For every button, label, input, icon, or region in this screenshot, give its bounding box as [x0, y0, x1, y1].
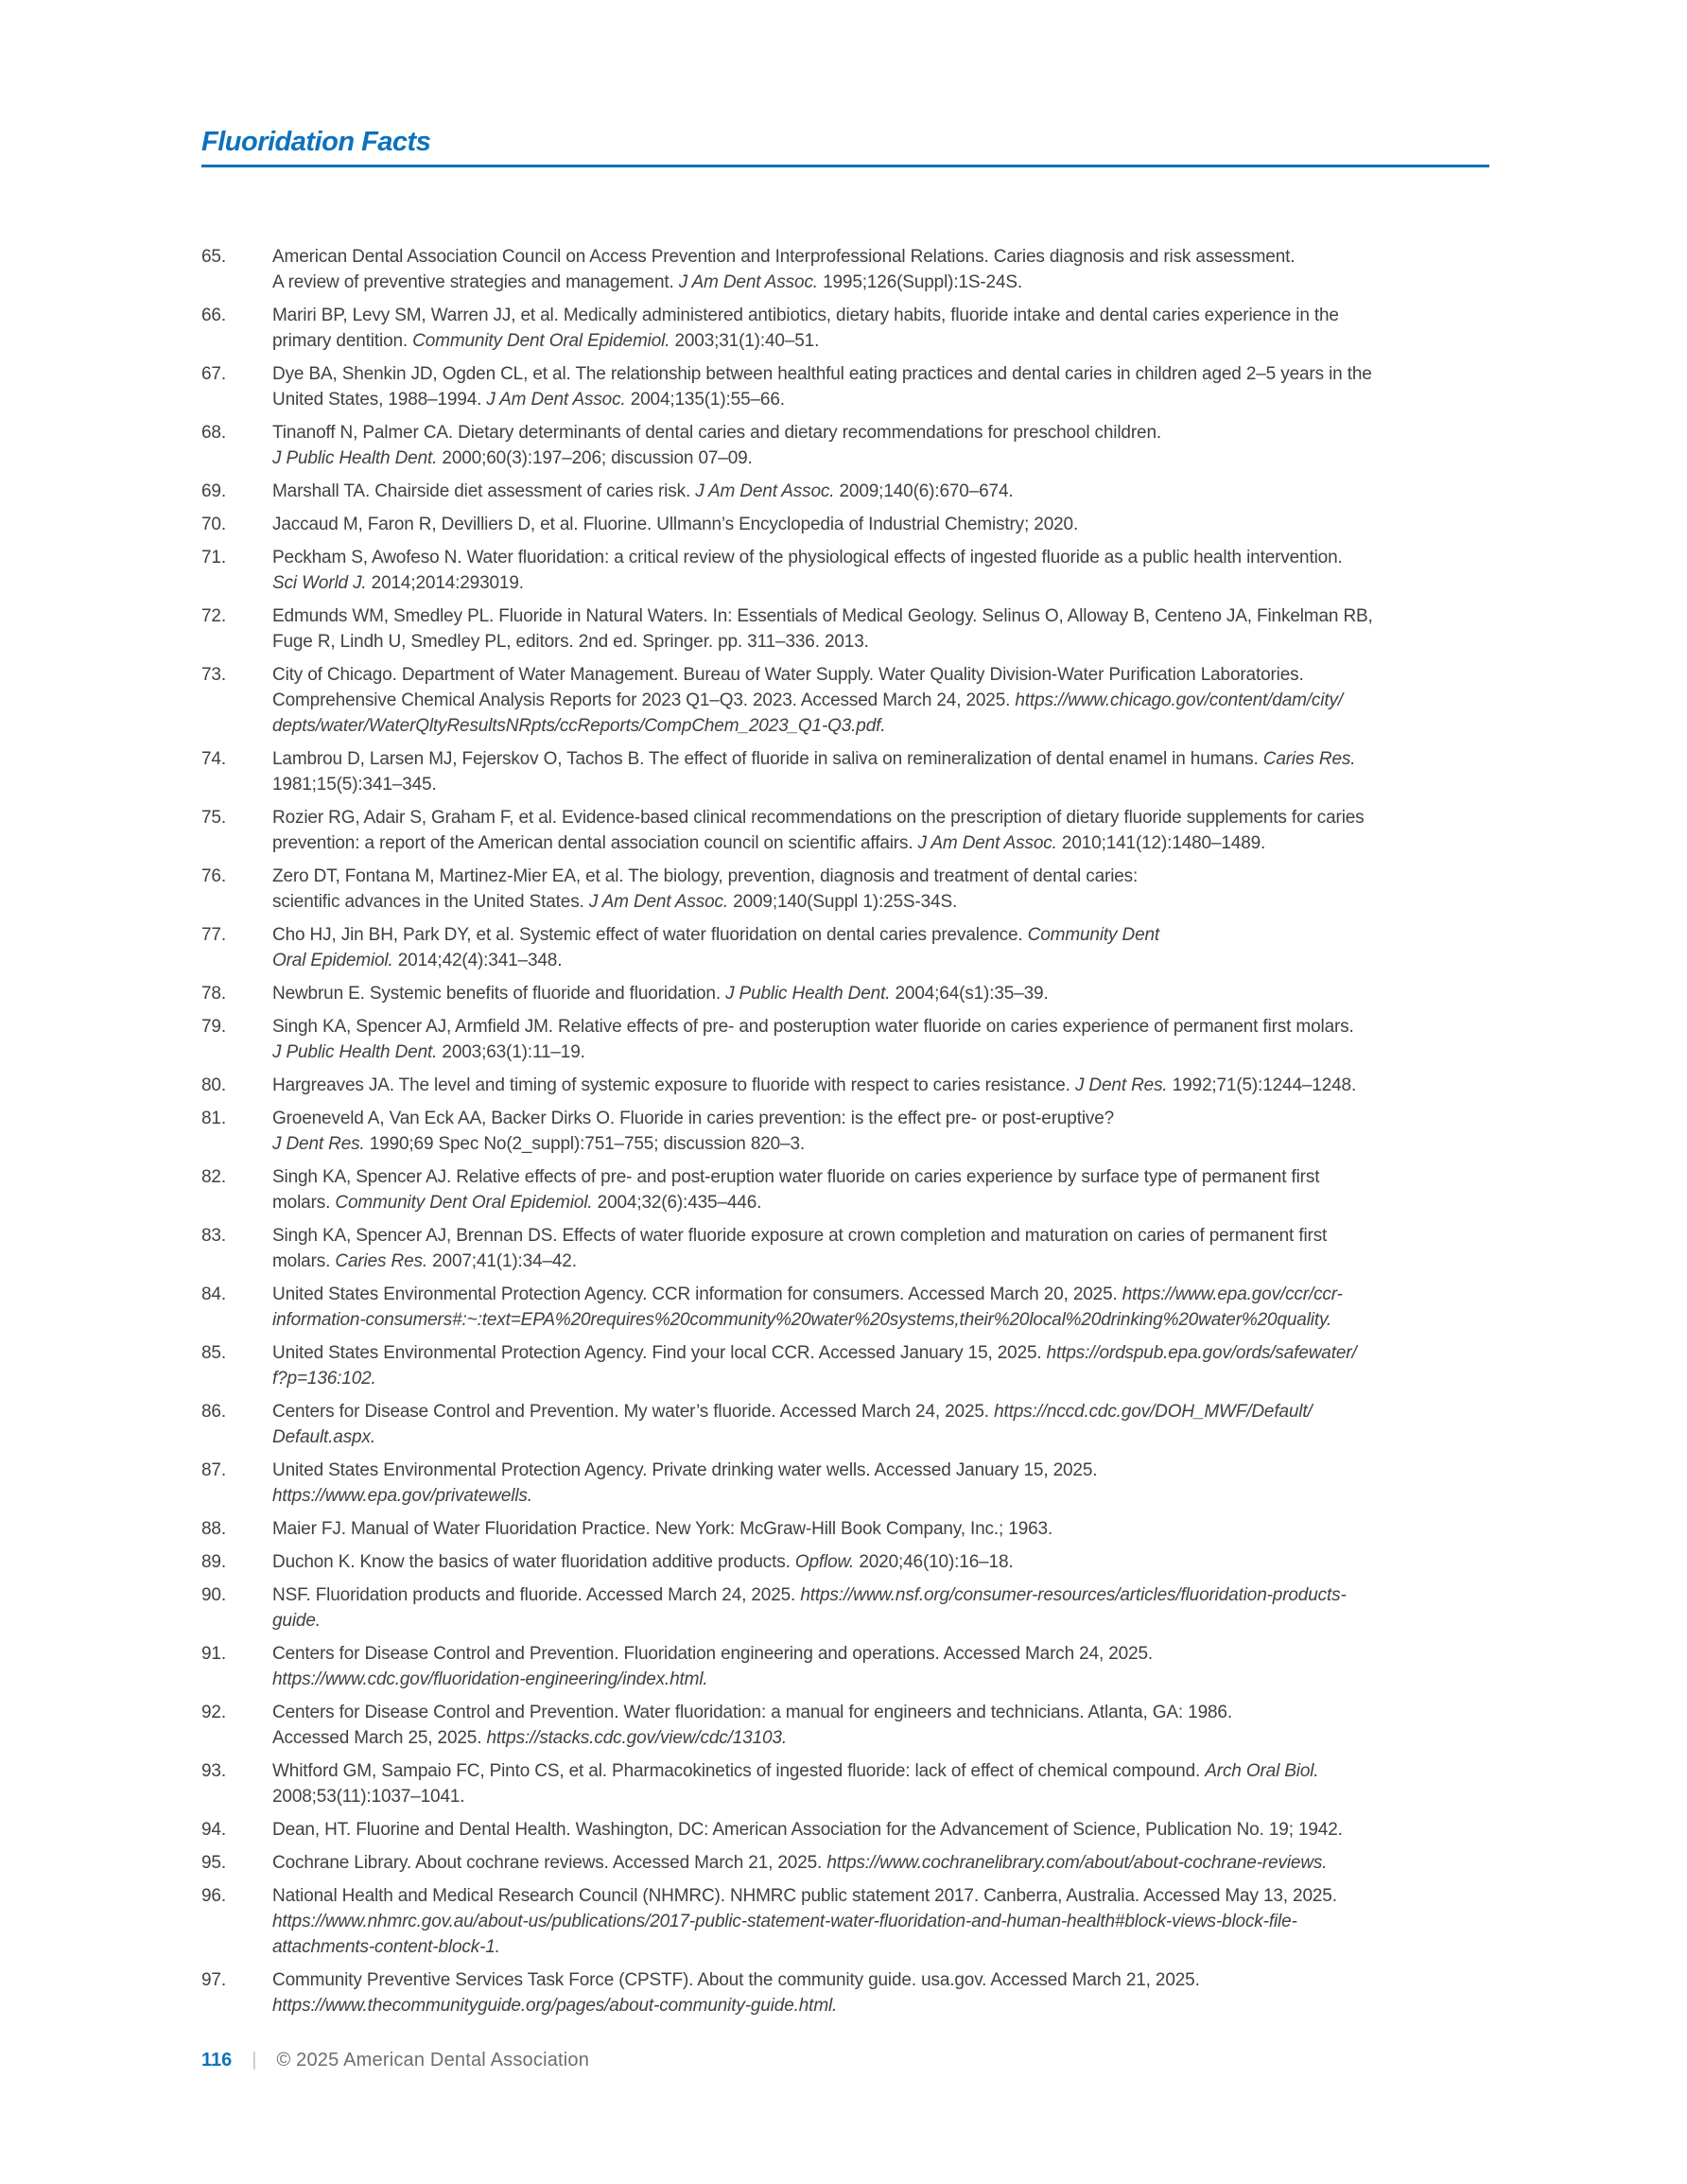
reference-text	[272, 1549, 1489, 1575]
reference-item	[201, 545, 1489, 596]
reference-italic-segment: J Am Dent Assoc.	[588, 892, 729, 912]
reference-italic-segment: J Am Dent Assoc.	[678, 272, 818, 292]
reference-plain-segment: Cochrane Library. About cochrane reviews. Accessed March 21, 2025.	[272, 1853, 827, 1873]
reference-plain-segment: Lambrou D, Larsen MJ, Fejerskov O, Tachos B. The effect of fluoride in saliva on remineralization of dental enamel in humans.	[272, 749, 1263, 769]
reference-italic-segment: https://www.nhmrc.gov.au/about-us/publications/2017-public-statement-water-fluoridation-and-human-health#block-views-block-file-	[272, 1912, 1297, 1931]
reference-plain-segment: Centers for Disease Control and Prevention. Water fluoridation: a manual for engineers and technicians. Atlanta, GA: 1986.	[272, 1703, 1232, 1722]
reference-line	[272, 479, 1489, 504]
reference-plain-segment: A review of preventive strategies and management.	[272, 272, 679, 292]
reference-plain-segment: Singh KA, Spencer AJ, Brennan DS. Effects of water fluoride exposure at crown completion and maturation on caries of permanent first	[272, 1226, 1328, 1246]
reference-line	[272, 1608, 1489, 1634]
reference-italic-segment: depts/water/WaterQltyResultsNRpts/ccReports/CompChem_2023_Q1-Q3.pdf.	[272, 716, 886, 736]
reference-plain-segment: Dye BA, Shenkin JD, Ogden CL, et al. The relationship between healthful eating practices and dental caries in children aged 2–5 years in the	[272, 364, 1372, 384]
reference-line	[272, 713, 1489, 739]
reference-text	[272, 303, 1489, 354]
reference-number: 83.	[201, 1226, 226, 1246]
reference-line	[272, 1190, 1489, 1215]
reference-line	[272, 1307, 1489, 1333]
reference-italic-segment: Community Dent	[1027, 925, 1160, 945]
reference-number: 68.	[201, 423, 226, 443]
reference-text	[272, 1582, 1489, 1634]
reference-plain-segment: Dean, HT. Fluorine and Dental Health. Washington, DC: American Association for the Advancement of Science, Publication No. 19; 1942.	[272, 1820, 1343, 1840]
reference-plain-segment: 2014;2014:293019.	[366, 573, 524, 593]
reference-line	[272, 244, 1489, 270]
reference-plain-segment: 2004;64(s1):35–39.	[890, 984, 1049, 1004]
reference-number: 74.	[201, 749, 226, 769]
reference-italic-segment: J Dent Res.	[1074, 1075, 1168, 1095]
reference-italic-segment: J Am Dent Assoc.	[917, 833, 1057, 853]
reference-number: 91.	[201, 1644, 226, 1664]
reference-plain-segment: Maier FJ. Manual of Water Fluoridation Practice. New York: McGraw-Hill Book Company, Inc.; 1963.	[272, 1519, 1053, 1539]
reference-italic-segment: Opflow.	[794, 1552, 855, 1572]
reference-number: 65.	[201, 247, 226, 267]
reference-plain-segment: Rozier RG, Adair S, Graham F, et al. Evidence-based clinical recommendations on the prescription of dietary fluoride supplements for caries	[272, 808, 1365, 828]
reference-item	[201, 805, 1489, 856]
reference-italic-segment: Caries Res.	[335, 1251, 427, 1271]
reference-text	[272, 1641, 1489, 1692]
reference-item	[201, 1850, 1489, 1876]
reference-plain-segment: molars.	[272, 1193, 336, 1213]
reference-text	[272, 922, 1489, 973]
reference-number: 81.	[201, 1109, 226, 1128]
reference-italic-segment: J Public Health Dent.	[272, 1042, 438, 1062]
reference-number: 75.	[201, 808, 226, 828]
reference-number: 95.	[201, 1853, 226, 1873]
reference-plain-segment: 2020;46(10):16–18.	[854, 1552, 1014, 1572]
reference-text	[272, 1758, 1489, 1809]
reference-text	[272, 244, 1489, 295]
reference-italic-segment: Arch Oral Biol.	[1205, 1761, 1319, 1781]
reference-line	[272, 361, 1489, 387]
reference-plain-segment: 2000;60(3):197–206; discussion 07–09.	[437, 448, 753, 468]
reference-line	[272, 1249, 1489, 1274]
reference-line	[272, 772, 1489, 797]
reference-plain-segment: 2004;135(1):55–66.	[625, 390, 785, 410]
reference-plain-segment: Whitford GM, Sampaio FC, Pinto CS, et al. Pharmacokinetics of ingested fluoride: lack of effect of chemical compound.	[272, 1761, 1206, 1781]
reference-text	[272, 864, 1489, 915]
reference-number: 73.	[201, 665, 226, 685]
reference-item	[201, 303, 1489, 354]
reference-item	[201, 1340, 1489, 1391]
reference-line	[272, 1784, 1489, 1809]
reference-number: 77.	[201, 925, 226, 945]
reference-italic-segment: https://ordspub.epa.gov/ords/safewater/	[1046, 1343, 1357, 1363]
reference-line	[272, 603, 1489, 629]
reference-number: 85.	[201, 1343, 226, 1363]
reference-text	[272, 1106, 1489, 1157]
reference-item	[201, 1700, 1489, 1751]
reference-text	[272, 1967, 1489, 2018]
reference-line	[272, 1758, 1489, 1784]
reference-line	[272, 270, 1489, 295]
reference-line	[272, 545, 1489, 570]
reference-number: 97.	[201, 1970, 226, 1990]
page-title: Fluoridation Facts	[201, 127, 431, 157]
reference-number: 66.	[201, 306, 226, 325]
reference-plain-segment: United States Environmental Protection Agency. Find your local CCR. Accessed January 15, 2025.	[272, 1343, 1047, 1363]
reference-item	[201, 1516, 1489, 1542]
reference-italic-segment: Caries Res.	[1262, 749, 1356, 769]
reference-line	[272, 981, 1489, 1006]
reference-item	[201, 1549, 1489, 1575]
reference-item	[201, 479, 1489, 504]
reference-plain-segment: Groeneveld A, Van Eck AA, Backer Dirks O. Fluoride in caries prevention: is the effect pre- or post-eruptive?	[272, 1109, 1115, 1128]
reference-number: 93.	[201, 1761, 226, 1781]
reference-line	[272, 1106, 1489, 1131]
reference-plain-segment: Singh KA, Spencer AJ, Armfield JM. Relative effects of pre- and posteruption water fluoride on caries experience of permanent first molars.	[272, 1017, 1354, 1037]
reference-plain-segment: United States Environmental Protection Agency. CCR information for consumers. Accessed March 20, 2025.	[272, 1284, 1122, 1304]
reference-italic-segment: Default.aspx.	[272, 1427, 375, 1447]
reference-plain-segment: Comprehensive Chemical Analysis Reports for 2023 Q1–Q3. 2023. Accessed March 24, 2025.	[272, 690, 1016, 710]
reference-line	[272, 1909, 1489, 1934]
reference-item	[201, 1967, 1489, 2018]
reference-line	[272, 420, 1489, 446]
reference-line	[272, 303, 1489, 328]
reference-number: 89.	[201, 1552, 226, 1572]
reference-line	[272, 570, 1489, 596]
reference-number: 94.	[201, 1820, 226, 1840]
reference-plain-segment: Duchon K. Know the basics of water fluoridation additive products.	[272, 1552, 795, 1572]
reference-italic-segment: https://www.thecommunityguide.org/pages/about-community-guide.html.	[272, 1996, 838, 2016]
reference-plain-segment: Marshall TA. Chairside diet assessment of caries risk.	[272, 481, 696, 501]
reference-number: 82.	[201, 1167, 226, 1187]
reference-line	[272, 1993, 1489, 2018]
reference-text	[272, 662, 1489, 739]
reference-plain-segment: Fuge R, Lindh U, Smedley PL, editors. 2nd ed. Springer. pp. 311–336. 2013.	[272, 632, 869, 652]
reference-item	[201, 1164, 1489, 1215]
reference-italic-segment: information-consumers#:~:text=EPA%20requires%20community%20water%20systems,their%20local%20drinking%20water%20quality.	[272, 1310, 1332, 1330]
reference-number: 80.	[201, 1075, 226, 1095]
reference-number: 69.	[201, 481, 226, 501]
reference-number: 92.	[201, 1703, 226, 1722]
reference-number: 87.	[201, 1460, 226, 1480]
reference-line	[272, 1483, 1489, 1509]
footer-copyright: © 2025 American Dental Association	[276, 2050, 590, 2070]
reference-plain-segment: 1995;126(Suppl):1S-24S.	[817, 272, 1023, 292]
reference-line	[272, 1641, 1489, 1667]
reference-line	[272, 805, 1489, 830]
reference-line	[272, 1366, 1489, 1391]
reference-number: 88.	[201, 1519, 226, 1539]
reference-item	[201, 244, 1489, 295]
reference-line	[272, 1458, 1489, 1483]
reference-line	[272, 1883, 1489, 1909]
reference-line	[272, 629, 1489, 655]
reference-line	[272, 746, 1489, 772]
reference-text	[272, 746, 1489, 797]
reference-plain-segment: 2003;63(1):11–19.	[437, 1042, 585, 1062]
reference-plain-segment: 1992;71(5):1244–1248.	[1167, 1075, 1357, 1095]
reference-plain-segment: 2014;42(4):341–348.	[392, 951, 563, 970]
reference-italic-segment: J Am Dent Assoc.	[695, 481, 835, 501]
reference-text	[272, 1340, 1489, 1391]
reference-number: 86.	[201, 1402, 226, 1422]
reference-text	[272, 1883, 1489, 1960]
reference-line	[272, 1516, 1489, 1542]
reference-plain-segment: 2008;53(11):1037–1041.	[272, 1787, 465, 1807]
reference-line	[272, 1817, 1489, 1843]
reference-italic-segment: Oral Epidemiol.	[272, 951, 393, 970]
reference-item	[201, 662, 1489, 739]
reference-plain-segment: Zero DT, Fontana M, Martinez-Mier EA, et al. The biology, prevention, diagnosis and treatment of dental caries:	[272, 866, 1139, 886]
reference-text	[272, 1223, 1489, 1274]
reference-plain-segment: 2009;140(Suppl 1):25S-34S.	[728, 892, 958, 912]
reference-text	[272, 1700, 1489, 1751]
reference-number: 84.	[201, 1284, 226, 1304]
reference-italic-segment: Sci World J.	[272, 573, 367, 593]
reference-number: 70.	[201, 515, 226, 534]
reference-plain-segment: National Health and Medical Research Council (NHMRC). NHMRC public statement 2017. Canberra, Australia. Accessed May 13, 2025.	[272, 1886, 1337, 1906]
reference-item	[201, 864, 1489, 915]
page-number: 116	[201, 2050, 233, 2070]
reference-italic-segment: attachments-content-block-1.	[272, 1937, 500, 1957]
reference-text	[272, 1458, 1489, 1509]
reference-italic-segment: Community Dent Oral Epidemiol.	[335, 1193, 593, 1213]
reference-italic-segment: https://www.cdc.gov/fluoridation-engineering/index.html.	[272, 1669, 708, 1689]
reference-plain-segment: 2004;32(6):435–446.	[592, 1193, 762, 1213]
reference-line	[272, 1040, 1489, 1065]
reference-italic-segment: https://www.epa.gov/ccr/ccr-	[1122, 1284, 1343, 1304]
reference-line	[272, 889, 1489, 915]
reference-item	[201, 1758, 1489, 1809]
reference-text	[272, 361, 1489, 412]
reference-line	[272, 446, 1489, 471]
reference-text	[272, 420, 1489, 471]
reference-line	[272, 1934, 1489, 1960]
reference-plain-segment: American Dental Association Council on Access Prevention and Interprofessional Relations. Caries diagnosis and risk assessment.	[272, 247, 1296, 267]
page-footer	[201, 2048, 589, 2073]
reference-plain-segment: 2007;41(1):34–42.	[426, 1251, 577, 1271]
reference-item	[201, 1106, 1489, 1157]
reference-italic-segment: https://stacks.cdc.gov/view/cdc/13103.	[486, 1728, 787, 1748]
reference-italic-segment: https://www.epa.gov/privatewells.	[272, 1486, 532, 1506]
reference-number: 67.	[201, 364, 226, 384]
reference-italic-segment: J Public Health Dent.	[272, 448, 438, 468]
reference-plain-segment: Singh KA, Spencer AJ. Relative effects of pre- and post-eruption water fluoride on caries experience by surface type of permanent first	[272, 1167, 1320, 1187]
reference-italic-segment: https://www.cochranelibrary.com/about/about-cochrane-reviews.	[826, 1853, 1328, 1873]
reference-line	[272, 830, 1489, 856]
reference-plain-segment: primary dentition.	[272, 331, 413, 351]
reference-line	[272, 1223, 1489, 1249]
reference-plain-segment: Hargreaves JA. The level and timing of systemic exposure to fluoride with respect to caries resistance.	[272, 1075, 1075, 1095]
reference-plain-segment: 2010;141(12):1480–1489.	[1056, 833, 1266, 853]
reference-item	[201, 1282, 1489, 1333]
reference-plain-segment: Centers for Disease Control and Prevention. My water’s fluoride. Accessed March 24, 2025.	[272, 1402, 995, 1422]
footer-divider: |	[252, 2050, 257, 2070]
reference-text	[272, 1282, 1489, 1333]
reference-text	[272, 479, 1489, 504]
reference-line	[272, 1700, 1489, 1725]
reference-plain-segment: Accessed March 25, 2025.	[272, 1728, 487, 1748]
reference-plain-segment: scientific advances in the United States.	[272, 892, 589, 912]
reference-item	[201, 1817, 1489, 1843]
reference-line	[272, 922, 1489, 948]
reference-number: 79.	[201, 1017, 226, 1037]
reference-text	[272, 603, 1489, 655]
reference-plain-segment: 1990;69 Spec No(2_suppl):751–755; discussion 820–3.	[364, 1134, 806, 1154]
reference-plain-segment: Peckham S, Awofeso N. Water fluoridation: a critical review of the physiological effects of ingested fluoride as a public health intervention.	[272, 548, 1343, 568]
reference-italic-segment: guide.	[272, 1611, 321, 1631]
reference-item	[201, 1641, 1489, 1692]
reference-italic-segment: J Dent Res.	[272, 1134, 365, 1154]
reference-plain-segment: 1981;15(5):341–345.	[272, 775, 437, 795]
header-rule	[201, 165, 1489, 167]
reference-text	[272, 1164, 1489, 1215]
reference-plain-segment: Jaccaud M, Faron R, Devilliers D, et al. Fluorine. Ullmann’s Encyclopedia of Industrial Chemistry; 2020.	[272, 515, 1079, 534]
reference-number: 78.	[201, 984, 226, 1004]
reference-item	[201, 1014, 1489, 1065]
reference-number: 90.	[201, 1585, 226, 1605]
reference-italic-segment: https://www.chicago.gov/content/dam/city/	[1015, 690, 1343, 710]
reference-item	[201, 1399, 1489, 1450]
reference-line	[272, 1340, 1489, 1366]
reference-line	[272, 1282, 1489, 1307]
reference-plain-segment: United States Environmental Protection Agency. Private drinking water wells. Accessed January 15, 2025.	[272, 1460, 1098, 1480]
reference-text	[272, 1817, 1489, 1843]
reference-item	[201, 922, 1489, 973]
reference-plain-segment: NSF. Fluoridation products and fluoride. Accessed March 24, 2025.	[272, 1585, 801, 1605]
reference-item	[201, 1073, 1489, 1098]
reference-text	[272, 545, 1489, 596]
reference-line	[272, 688, 1489, 713]
reference-plain-segment: Mariri BP, Levy SM, Warren JJ, et al. Medically administered antibiotics, dietary habits, fluoride intake and dental caries experience in the	[272, 306, 1339, 325]
reference-item	[201, 1883, 1489, 1960]
reference-line	[272, 1164, 1489, 1190]
reference-line	[272, 1725, 1489, 1751]
reference-item	[201, 981, 1489, 1006]
reference-number: 96.	[201, 1886, 226, 1906]
reference-line	[272, 1850, 1489, 1876]
reference-line	[272, 512, 1489, 537]
reference-line	[272, 1967, 1489, 1993]
reference-line	[272, 1014, 1489, 1040]
reference-item	[201, 1458, 1489, 1509]
reference-number: 76.	[201, 866, 226, 886]
reference-plain-segment: Centers for Disease Control and Prevention. Fluoridation engineering and operations. Accessed March 24, 2025.	[272, 1644, 1154, 1664]
reference-plain-segment: molars.	[272, 1251, 336, 1271]
reference-text	[272, 512, 1489, 537]
reference-line	[272, 387, 1489, 412]
reference-plain-segment: Tinanoff N, Palmer CA. Dietary determinants of dental caries and dietary recommendations for preschool children.	[272, 423, 1161, 443]
reference-plain-segment: City of Chicago. Department of Water Management. Bureau of Water Supply. Water Quality Division-Water Purification Laboratories.	[272, 665, 1304, 685]
reference-plain-segment: prevention: a report of the American dental association council on scientific affairs.	[272, 833, 918, 853]
reference-plain-segment: United States, 1988–1994.	[272, 390, 487, 410]
reference-item	[201, 420, 1489, 471]
reference-text	[272, 981, 1489, 1006]
reference-plain-segment: Edmunds WM, Smedley PL. Fluoride in Natural Waters. In: Essentials of Medical Geology. Selinus O, Alloway B, Centeno JA, Finkelman RB,	[272, 606, 1373, 626]
reference-item	[201, 746, 1489, 797]
reference-line	[272, 662, 1489, 688]
reference-italic-segment: https://nccd.cdc.gov/DOH_MWF/Default/	[994, 1402, 1313, 1422]
reference-line	[272, 1131, 1489, 1157]
reference-item	[201, 361, 1489, 412]
reference-plain-segment: Cho HJ, Jin BH, Park DY, et al. Systemic effect of water fluoridation on dental caries prevalence.	[272, 925, 1028, 945]
reference-number: 72.	[201, 606, 226, 626]
reference-text	[272, 805, 1489, 856]
reference-line	[272, 1549, 1489, 1575]
reference-text	[272, 1516, 1489, 1542]
reference-text	[272, 1073, 1489, 1098]
reference-line	[272, 328, 1489, 354]
reference-text	[272, 1014, 1489, 1065]
reference-italic-segment: Community Dent Oral Epidemiol.	[412, 331, 670, 351]
reference-italic-segment: f?p=136:102.	[272, 1369, 376, 1389]
reference-line	[272, 1424, 1489, 1450]
reference-text	[272, 1399, 1489, 1450]
references-list	[201, 244, 1489, 2026]
reference-italic-segment: J Public Health Dent.	[725, 984, 891, 1004]
reference-line	[272, 864, 1489, 889]
reference-plain-segment: 2009;140(6):670–674.	[834, 481, 1014, 501]
reference-item	[201, 1582, 1489, 1634]
reference-line	[272, 1399, 1489, 1424]
reference-line	[272, 1582, 1489, 1608]
reference-item	[201, 512, 1489, 537]
reference-line	[272, 1667, 1489, 1692]
reference-plain-segment: 2003;31(1):40–51.	[670, 331, 820, 351]
reference-plain-segment: Community Preventive Services Task Force (CPSTF). About the community guide. usa.gov. Accessed March 21, 2025.	[272, 1970, 1200, 1990]
reference-italic-segment: https://www.nsf.org/consumer-resources/articles/fluoridation-products-	[800, 1585, 1347, 1605]
reference-item	[201, 1223, 1489, 1274]
reference-text	[272, 1850, 1489, 1876]
reference-number: 71.	[201, 548, 226, 568]
reference-item	[201, 603, 1489, 655]
reference-italic-segment: J Am Dent Assoc.	[486, 390, 626, 410]
reference-line	[272, 1073, 1489, 1098]
reference-line	[272, 948, 1489, 973]
reference-plain-segment: Newbrun E. Systemic benefits of fluoride and fluoridation.	[272, 984, 726, 1004]
